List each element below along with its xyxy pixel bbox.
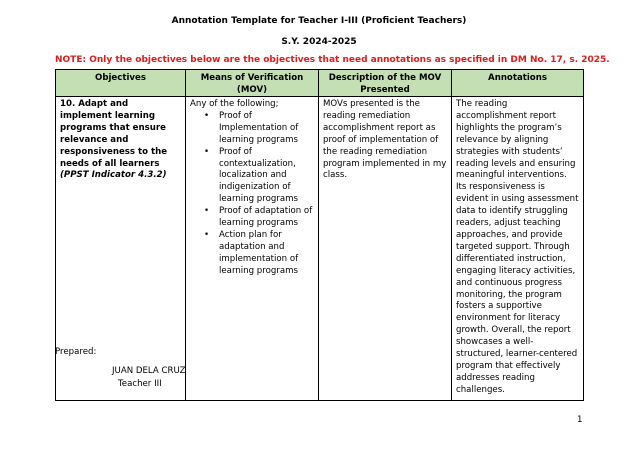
document-title: Annotation Template for Teacher I-III (Proficient Teachers) bbox=[171, 16, 467, 26]
preparer-position: Teacher III bbox=[118, 379, 162, 389]
objective-text: 10. Adapt and implement learning programs that ensure relevance and responsiveness to the needs of all learners bbox=[60, 99, 168, 169]
note-text: NOTE: Only the objectives below are the objectives that need annotations as specified in DM No. 17, s. 2025. bbox=[55, 55, 610, 65]
list-item: • Action plan for adaptation and implementation of learning programs bbox=[190, 230, 314, 278]
mov-cell bbox=[186, 97, 319, 401]
header-objectives: Objectives bbox=[56, 70, 186, 97]
header-mov: Means of Verification (MOV) bbox=[186, 70, 319, 97]
list-item: • Proof of adaptation of learning programs bbox=[190, 206, 314, 230]
description-cell: MOVs presented is the reading remediation accomplishment report as proof of implementation of the reading remediation program implemented in my class. bbox=[319, 97, 452, 401]
header-annotations: Annotations bbox=[452, 70, 584, 97]
ppst-indicator: (PPST Indicator 4.3.2) bbox=[60, 170, 167, 181]
list-item: • Proof of Implementation of learning programs bbox=[190, 111, 314, 147]
header-description: Description of the MOV Presented bbox=[319, 70, 452, 97]
preparer-name: JUAN DELA CRUZ bbox=[112, 366, 186, 376]
table-header-row bbox=[56, 70, 584, 97]
list-item: • Proof of contextualization, localization and indigenization of learning programs bbox=[190, 147, 314, 207]
school-year: S.Y. 2024-2025 bbox=[281, 37, 357, 47]
page-number: 1 bbox=[577, 415, 583, 425]
prepared-label: Prepared: bbox=[55, 347, 97, 357]
mov-intro: Any of the following; bbox=[190, 99, 279, 109]
table-row bbox=[56, 97, 584, 401]
annotation-cell: The reading accomplishment report highlights the program’s relevance by aligning strategies with students’ reading levels and ensuring meaningful interventions. Its responsiveness is evident in using assessment data to identify struggling readers, adjust teaching approaches, and provide targeted support. Through differentiated instruction, engaging literacy activities, and continuous progress monitoring, the program fosters a supportive environment for literacy growth. Overall, the report showcases a well-structured, learner-centered program that effectively addresses reading challenges. bbox=[452, 97, 584, 401]
annotation-table bbox=[55, 69, 584, 401]
mov-list bbox=[190, 111, 314, 278]
